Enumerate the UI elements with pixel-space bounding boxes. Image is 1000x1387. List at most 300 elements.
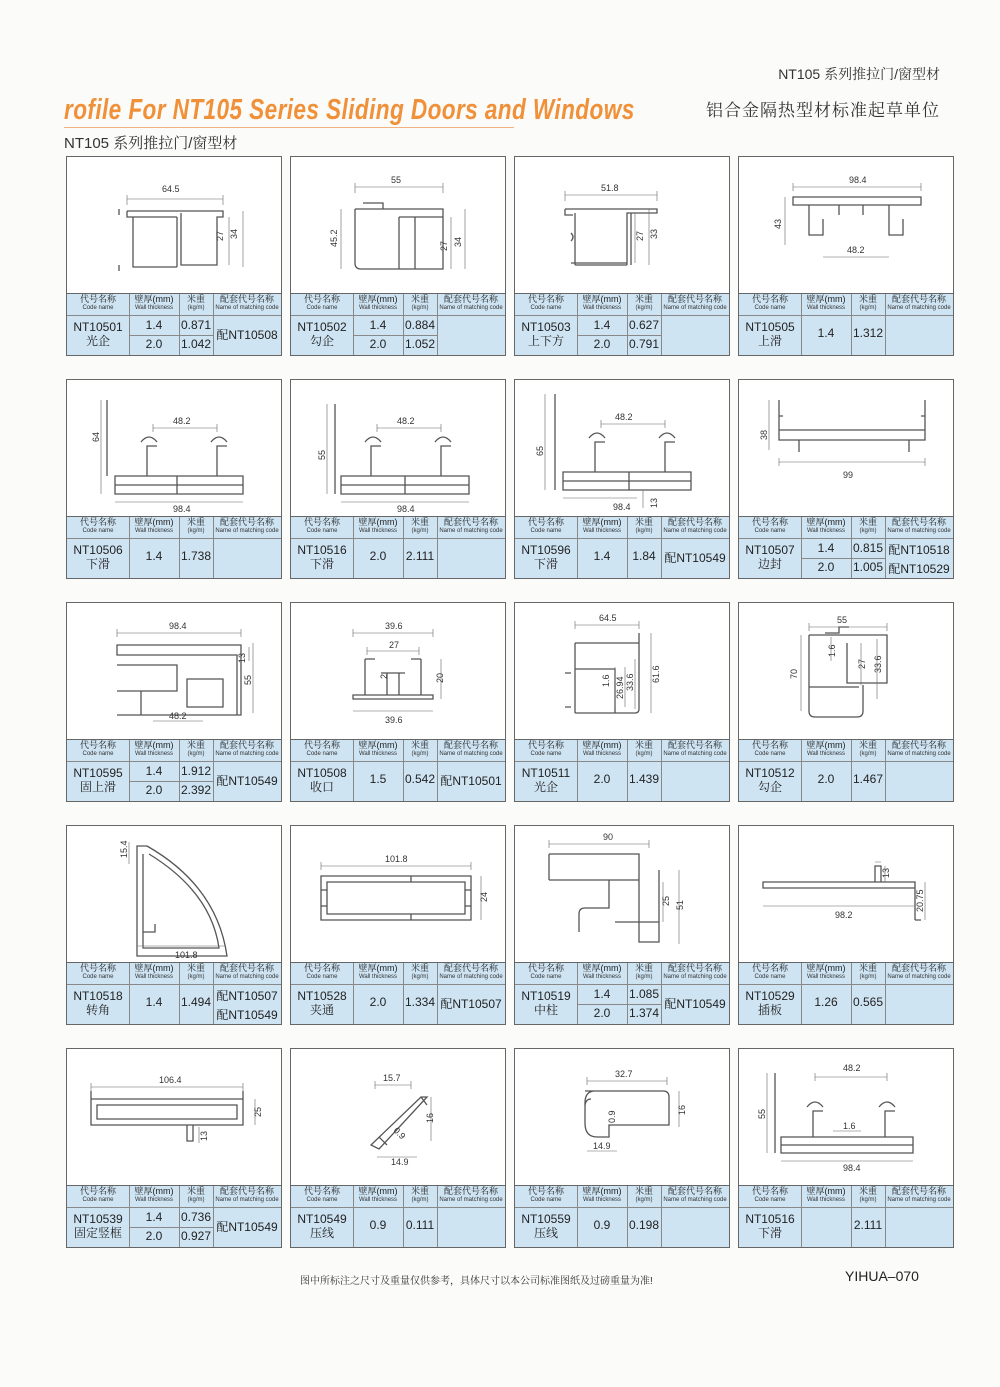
profile-code: NT10595 固上滑 (73, 766, 123, 794)
header-series-label: NT105 系列推拉门/窗型材 (778, 66, 940, 82)
header-match: 配套代号名称 Name of matching code (663, 963, 727, 980)
wall-thickness: 0.9 (369, 1218, 387, 1232)
dimension-label: 51.8 (601, 183, 619, 193)
weight-per-meter: 1.334 (404, 995, 436, 1009)
header-organization: 铝合金隔热型材标准起草单位 (706, 101, 940, 120)
dimension-label: 0.9 (391, 1125, 408, 1142)
header-match: 配套代号名称 Name of matching code (439, 294, 503, 311)
dimension-label: 48.2 (397, 416, 415, 426)
wall-thickness: 2.0 (593, 337, 611, 351)
weight-per-meter: 1.005 (852, 560, 884, 574)
table-divider (353, 963, 354, 1024)
weight-per-meter: 0.884 (404, 318, 436, 332)
spec-table (515, 516, 729, 578)
spec-table (515, 962, 729, 1024)
profile-card (290, 156, 506, 356)
dimension-label: 1.6 (601, 674, 611, 687)
dimension-label: 101.8 (385, 854, 408, 864)
dimension-label: 32.7 (615, 1069, 633, 1079)
weight-per-meter: 2.111 (853, 1218, 883, 1232)
table-divider (213, 517, 214, 578)
weight-per-meter: 0.927 (180, 1229, 212, 1243)
dimension-label: 39.6 (385, 621, 403, 631)
profile-code: NT10508 收口 (297, 766, 347, 794)
page-subtitle: NT105 系列推拉门/窗型材 (64, 135, 238, 152)
header-wall: 壁厚(mm) Wall thickness (134, 740, 174, 757)
header-wall: 壁厚(mm) Wall thickness (806, 294, 846, 311)
weight-per-meter: 2.111 (405, 549, 435, 563)
header-wall: 壁厚(mm) Wall thickness (582, 963, 622, 980)
header-wall: 壁厚(mm) Wall thickness (582, 517, 622, 534)
dimension-label: 64.5 (599, 613, 617, 623)
dimension-label: 25 (253, 1106, 263, 1117)
profile-drawing (739, 826, 953, 962)
profile-drawing (67, 826, 281, 962)
profile-card (514, 379, 730, 579)
header-match: 配套代号名称 Name of matching code (439, 517, 503, 534)
profile-card (66, 825, 282, 1025)
header-weight: 米重 (kg/m) (410, 740, 429, 757)
profile-drawing (291, 603, 505, 739)
header-wall: 壁厚(mm) Wall thickness (134, 963, 174, 980)
header-weight: 米重 (kg/m) (186, 740, 205, 757)
header-code: 代号名称 Code name (527, 1186, 564, 1203)
spec-table (739, 739, 953, 801)
row-divider (129, 335, 213, 336)
dimension-label: 13 (881, 867, 891, 878)
weight-per-meter: 1.738 (180, 549, 212, 563)
profile-card (514, 156, 730, 356)
table-divider (353, 517, 354, 578)
dimension-label: 64.5 (162, 184, 180, 194)
wall-thickness: 1.4 (145, 764, 163, 778)
wall-thickness: 2.0 (369, 337, 387, 351)
profile-card (738, 825, 954, 1025)
header-wall: 壁厚(mm) Wall thickness (806, 1186, 846, 1203)
header-code: 代号名称 Code name (527, 517, 564, 534)
header-weight: 米重 (kg/m) (634, 1186, 653, 1203)
table-divider (851, 963, 852, 1024)
wall-thickness: 1.4 (593, 987, 611, 1001)
header-match: 配套代号名称 Name of matching code (215, 1186, 279, 1203)
dimension-label: 16 (677, 1104, 687, 1115)
dimension-label: 98.4 (843, 1163, 861, 1173)
profile-code: NT10507 边封 (745, 543, 795, 571)
header-code: 代号名称 Code name (527, 963, 564, 980)
header-wall: 壁厚(mm) Wall thickness (358, 294, 398, 311)
dimension-label: 55 (391, 175, 402, 185)
header-match: 配套代号名称 Name of matching code (887, 963, 951, 980)
profile-code: NT10511 光企 (521, 766, 571, 794)
row-divider (129, 781, 213, 782)
page-number: YIHUA–070 (845, 1268, 919, 1284)
header-weight: 米重 (kg/m) (634, 963, 653, 980)
header-match: 配套代号名称 Name of matching code (887, 1186, 951, 1203)
matching-code: 配NT10518 (888, 543, 950, 557)
table-divider (801, 963, 802, 1024)
header-wall: 壁厚(mm) Wall thickness (582, 294, 622, 311)
spec-table (739, 1185, 953, 1247)
wall-thickness: 2.0 (369, 549, 387, 563)
spec-table (739, 516, 953, 578)
profile-drawing (67, 380, 281, 516)
profile-drawing (739, 157, 953, 293)
dimension-label: 48.2 (843, 1063, 861, 1073)
dimension-label: 1.6 (843, 1121, 856, 1131)
header-match: 配套代号名称 Name of matching code (215, 294, 279, 311)
header-wall: 壁厚(mm) Wall thickness (806, 740, 846, 757)
dimension-label: 20.75 (915, 889, 925, 912)
dimension-label: 55 (757, 1108, 767, 1119)
profile-drawing (739, 1049, 953, 1185)
dimension-label: 13 (237, 652, 247, 663)
spec-table (739, 293, 953, 355)
header-weight: 米重 (kg/m) (858, 294, 877, 311)
wall-thickness: 2.0 (593, 1006, 611, 1020)
header-code: 代号名称 Code name (751, 1186, 788, 1203)
table-divider (885, 740, 886, 801)
header-match: 配套代号名称 Name of matching code (663, 294, 727, 311)
profile-code: NT10505 上滑 (745, 320, 795, 348)
weight-per-meter: 1.494 (180, 995, 212, 1009)
matching-code: 配NT10507 (440, 997, 502, 1011)
profile-drawing (515, 1049, 729, 1185)
header-code: 代号名称 Code name (79, 1186, 116, 1203)
header-wall: 壁厚(mm) Wall thickness (806, 517, 846, 534)
dimension-label: 90 (603, 832, 614, 842)
dimension-label: 48.2 (173, 416, 191, 426)
wall-thickness: 1.4 (369, 318, 387, 332)
matching-code: 配NT10529 (888, 562, 950, 576)
spec-table (291, 1185, 505, 1247)
weight-per-meter: 1.912 (180, 764, 212, 778)
spec-table (291, 962, 505, 1024)
profile-drawing (515, 157, 729, 293)
table-divider (577, 740, 578, 801)
weight-per-meter: 0.627 (628, 318, 660, 332)
header-wall: 壁厚(mm) Wall thickness (806, 963, 846, 980)
profile-card (66, 1048, 282, 1248)
header-code: 代号名称 Code name (79, 517, 116, 534)
table-divider (627, 1186, 628, 1247)
wall-thickness: 1.26 (814, 995, 838, 1009)
table-divider (437, 294, 438, 355)
table-divider (851, 740, 852, 801)
dimension-label: 27 (635, 230, 645, 241)
header-match: 配套代号名称 Name of matching code (887, 294, 951, 311)
weight-per-meter: 0.542 (404, 772, 436, 786)
dimension-label: 55 (837, 615, 848, 625)
dimension-label: 98.2 (835, 910, 853, 920)
wall-thickness: 1.4 (145, 549, 163, 563)
spec-table (67, 962, 281, 1024)
header-wall: 壁厚(mm) Wall thickness (358, 517, 398, 534)
table-divider (627, 740, 628, 801)
profile-code: NT10549 压线 (297, 1212, 347, 1240)
table-divider (851, 1186, 852, 1247)
dimension-label: 26.94 (615, 676, 625, 699)
profile-drawing (291, 826, 505, 962)
weight-per-meter: 2.392 (180, 783, 212, 797)
table-divider (577, 1186, 578, 1247)
dimension-label: 106.4 (159, 1075, 182, 1085)
profile-card (66, 379, 282, 579)
spec-table (739, 962, 953, 1024)
table-divider (353, 740, 354, 801)
profile-card (514, 1048, 730, 1248)
header-weight: 米重 (kg/m) (186, 1186, 205, 1203)
profile-card (738, 156, 954, 356)
header-wall: 壁厚(mm) Wall thickness (582, 740, 622, 757)
profile-drawing (67, 603, 281, 739)
header-wall: 壁厚(mm) Wall thickness (358, 1186, 398, 1203)
dimension-label: 14.9 (593, 1141, 611, 1151)
header-code: 代号名称 Code name (751, 294, 788, 311)
weight-per-meter: 1.439 (628, 772, 660, 786)
spec-table (67, 293, 281, 355)
header-code: 代号名称 Code name (303, 294, 340, 311)
header-match: 配套代号名称 Name of matching code (663, 740, 727, 757)
dimension-label: 27 (857, 658, 867, 669)
header-wall: 壁厚(mm) Wall thickness (358, 963, 398, 980)
profile-drawing (67, 157, 281, 293)
dimension-label: 15.7 (383, 1073, 401, 1083)
header-code: 代号名称 Code name (303, 517, 340, 534)
wall-thickness: 1.4 (593, 318, 611, 332)
table-divider (179, 963, 180, 1024)
profile-card (738, 1048, 954, 1248)
header-weight: 米重 (kg/m) (410, 517, 429, 534)
header-wall: 壁厚(mm) Wall thickness (134, 294, 174, 311)
profile-drawing (739, 380, 953, 516)
profile-code: NT10529 插板 (745, 989, 795, 1017)
dimension-label: 13 (199, 1130, 209, 1141)
weight-per-meter: 1.052 (404, 337, 436, 351)
table-divider (403, 517, 404, 578)
dimension-label: 33 (649, 228, 659, 239)
wall-thickness: 2.0 (817, 772, 835, 786)
table-divider (661, 740, 662, 801)
profile-card (66, 602, 282, 802)
weight-per-meter: 0.111 (405, 1218, 435, 1232)
spec-table (67, 516, 281, 578)
header-weight: 米重 (kg/m) (634, 294, 653, 311)
dimension-label: 48.2 (169, 711, 187, 721)
profile-code: NT10501 光企 (73, 320, 123, 348)
dimension-label: 13 (649, 497, 659, 508)
wall-thickness: 0.9 (593, 1218, 611, 1232)
header-code: 代号名称 Code name (303, 963, 340, 980)
header-match: 配套代号名称 Name of matching code (663, 517, 727, 534)
header-code: 代号名称 Code name (79, 294, 116, 311)
profile-drawing (291, 157, 505, 293)
profile-drawing (515, 826, 729, 962)
dimension-label: 65 (535, 445, 545, 456)
profile-code: NT10528 夹通 (297, 989, 347, 1017)
dimension-label: 43 (773, 218, 783, 229)
profile-drawing (291, 1049, 505, 1185)
table-divider (213, 294, 214, 355)
wall-thickness: 2.0 (817, 560, 835, 574)
dimension-label: 98.4 (849, 175, 867, 185)
header-weight: 米重 (kg/m) (858, 740, 877, 757)
profile-drawing (739, 603, 953, 739)
table-divider (661, 517, 662, 578)
dimension-label: 39.6 (385, 715, 403, 725)
table-divider (179, 517, 180, 578)
table-divider (801, 294, 802, 355)
header-weight: 米重 (kg/m) (858, 517, 877, 534)
profile-card (290, 1048, 506, 1248)
profile-drawing (67, 1049, 281, 1185)
header-match: 配套代号名称 Name of matching code (215, 517, 279, 534)
header-code: 代号名称 Code name (527, 294, 564, 311)
header-match: 配套代号名称 Name of matching code (215, 963, 279, 980)
wall-thickness: 2.0 (145, 783, 163, 797)
profile-card (290, 825, 506, 1025)
title-rule (64, 127, 514, 128)
header-match: 配套代号名称 Name of matching code (663, 1186, 727, 1203)
dimension-label: 27 (215, 230, 225, 241)
table-divider (403, 740, 404, 801)
table-divider (885, 963, 886, 1024)
table-divider (627, 517, 628, 578)
header-match: 配套代号名称 Name of matching code (439, 1186, 503, 1203)
wall-thickness: 1.4 (145, 995, 163, 1009)
header-code: 代号名称 Code name (79, 740, 116, 757)
matching-code: 配NT10549 (216, 774, 278, 788)
header-weight: 米重 (kg/m) (186, 517, 205, 534)
wall-thickness: 1.4 (817, 541, 835, 555)
header-wall: 壁厚(mm) Wall thickness (134, 1186, 174, 1203)
header-weight: 米重 (kg/m) (634, 740, 653, 757)
table-divider (129, 517, 130, 578)
dimension-label: 34 (453, 236, 463, 247)
weight-per-meter: 0.198 (628, 1218, 660, 1232)
table-divider (437, 1186, 438, 1247)
matching-code: 配NT10508 (216, 328, 278, 342)
spec-table (515, 293, 729, 355)
table-divider (437, 963, 438, 1024)
profile-card (514, 825, 730, 1025)
dimension-label: 33.6 (873, 655, 883, 673)
wall-thickness: 2.0 (369, 995, 387, 1009)
profile-card (290, 602, 506, 802)
dimension-label: 25 (661, 895, 671, 906)
profile-card (290, 379, 506, 579)
header-code: 代号名称 Code name (751, 740, 788, 757)
profile-drawing (515, 603, 729, 739)
dimension-label: 0.9 (607, 1110, 617, 1123)
header-wall: 壁厚(mm) Wall thickness (358, 740, 398, 757)
dimension-label: 48.2 (615, 412, 633, 422)
dimension-label: 99 (843, 470, 854, 480)
dimension-label: 98.4 (169, 621, 187, 631)
dimension-label: 1.6 (827, 644, 837, 657)
matching-code: 配NT10507 (216, 989, 278, 1003)
dimension-label: 20 (435, 672, 445, 683)
profile-code: NT10512 勾企 (745, 766, 795, 794)
header-match: 配套代号名称 Name of matching code (215, 740, 279, 757)
table-divider (661, 1186, 662, 1247)
table-divider (851, 294, 852, 355)
weight-per-meter: 1.042 (180, 337, 212, 351)
wall-thickness: 1.4 (817, 326, 835, 340)
dimension-label: 16 (425, 1112, 435, 1123)
wall-thickness: 2.0 (145, 337, 163, 351)
profile-code: NT10503 上下方 (521, 320, 571, 348)
spec-table (515, 1185, 729, 1247)
weight-per-meter: 1.374 (628, 1006, 660, 1020)
row-divider (801, 558, 885, 559)
profile-code: NT10596 下滑 (521, 543, 571, 571)
wall-thickness: 1.4 (145, 1210, 163, 1224)
table-divider (885, 294, 886, 355)
dimension-label: 34 (229, 228, 239, 239)
table-divider (403, 963, 404, 1024)
header-weight: 米重 (kg/m) (858, 1186, 877, 1203)
table-divider (885, 1186, 886, 1247)
dimension-label: 51 (675, 899, 685, 910)
header-weight: 米重 (kg/m) (858, 963, 877, 980)
header-code: 代号名称 Code name (303, 740, 340, 757)
profile-card (738, 379, 954, 579)
wall-thickness: 2.0 (593, 772, 611, 786)
table-divider (801, 740, 802, 801)
table-divider (437, 740, 438, 801)
table-divider (213, 1186, 214, 1247)
profile-code: NT10506 下滑 (73, 543, 123, 571)
table-divider (801, 1186, 802, 1247)
profile-card (738, 602, 954, 802)
profile-code: NT10516 下滑 (745, 1212, 795, 1240)
dimension-label: 48.2 (847, 245, 865, 255)
weight-per-meter: 0.736 (180, 1210, 212, 1224)
profile-code: NT10519 中柱 (521, 989, 571, 1017)
weight-per-meter: 0.871 (180, 318, 212, 332)
table-divider (213, 740, 214, 801)
dimension-label: 70 (789, 668, 799, 679)
dimension-label: 98.4 (173, 504, 191, 514)
header-weight: 米重 (kg/m) (634, 517, 653, 534)
header-match: 配套代号名称 Name of matching code (887, 740, 951, 757)
page-title: rofile For NT105 Series Sliding Doors and Windows (64, 94, 635, 126)
row-divider (353, 335, 437, 336)
profile-drawing (291, 380, 505, 516)
weight-per-meter: 1.467 (852, 772, 884, 786)
weight-per-meter: 1.84 (632, 549, 656, 563)
matching-code: 配NT10549 (216, 1008, 278, 1022)
wall-thickness: 1.4 (593, 549, 611, 563)
table-divider (353, 1186, 354, 1247)
profile-code: NT10516 下滑 (297, 543, 347, 571)
profile-card (66, 156, 282, 356)
dimension-label: 2 (379, 673, 389, 679)
header-match: 配套代号名称 Name of matching code (439, 740, 503, 757)
dimension-label: 45.2 (329, 229, 339, 247)
spec-table (515, 739, 729, 801)
header-match: 配套代号名称 Name of matching code (887, 517, 951, 534)
dimension-label: 98.4 (397, 504, 415, 514)
dimension-label: 24 (479, 891, 489, 902)
spec-table (291, 516, 505, 578)
dimension-label: 55 (243, 674, 253, 685)
spec-table (67, 1185, 281, 1247)
spec-table (291, 739, 505, 801)
dimension-label: 14.9 (391, 1157, 409, 1167)
dimension-label: 98.4 (613, 502, 631, 512)
dimension-label: 27 (439, 240, 449, 251)
